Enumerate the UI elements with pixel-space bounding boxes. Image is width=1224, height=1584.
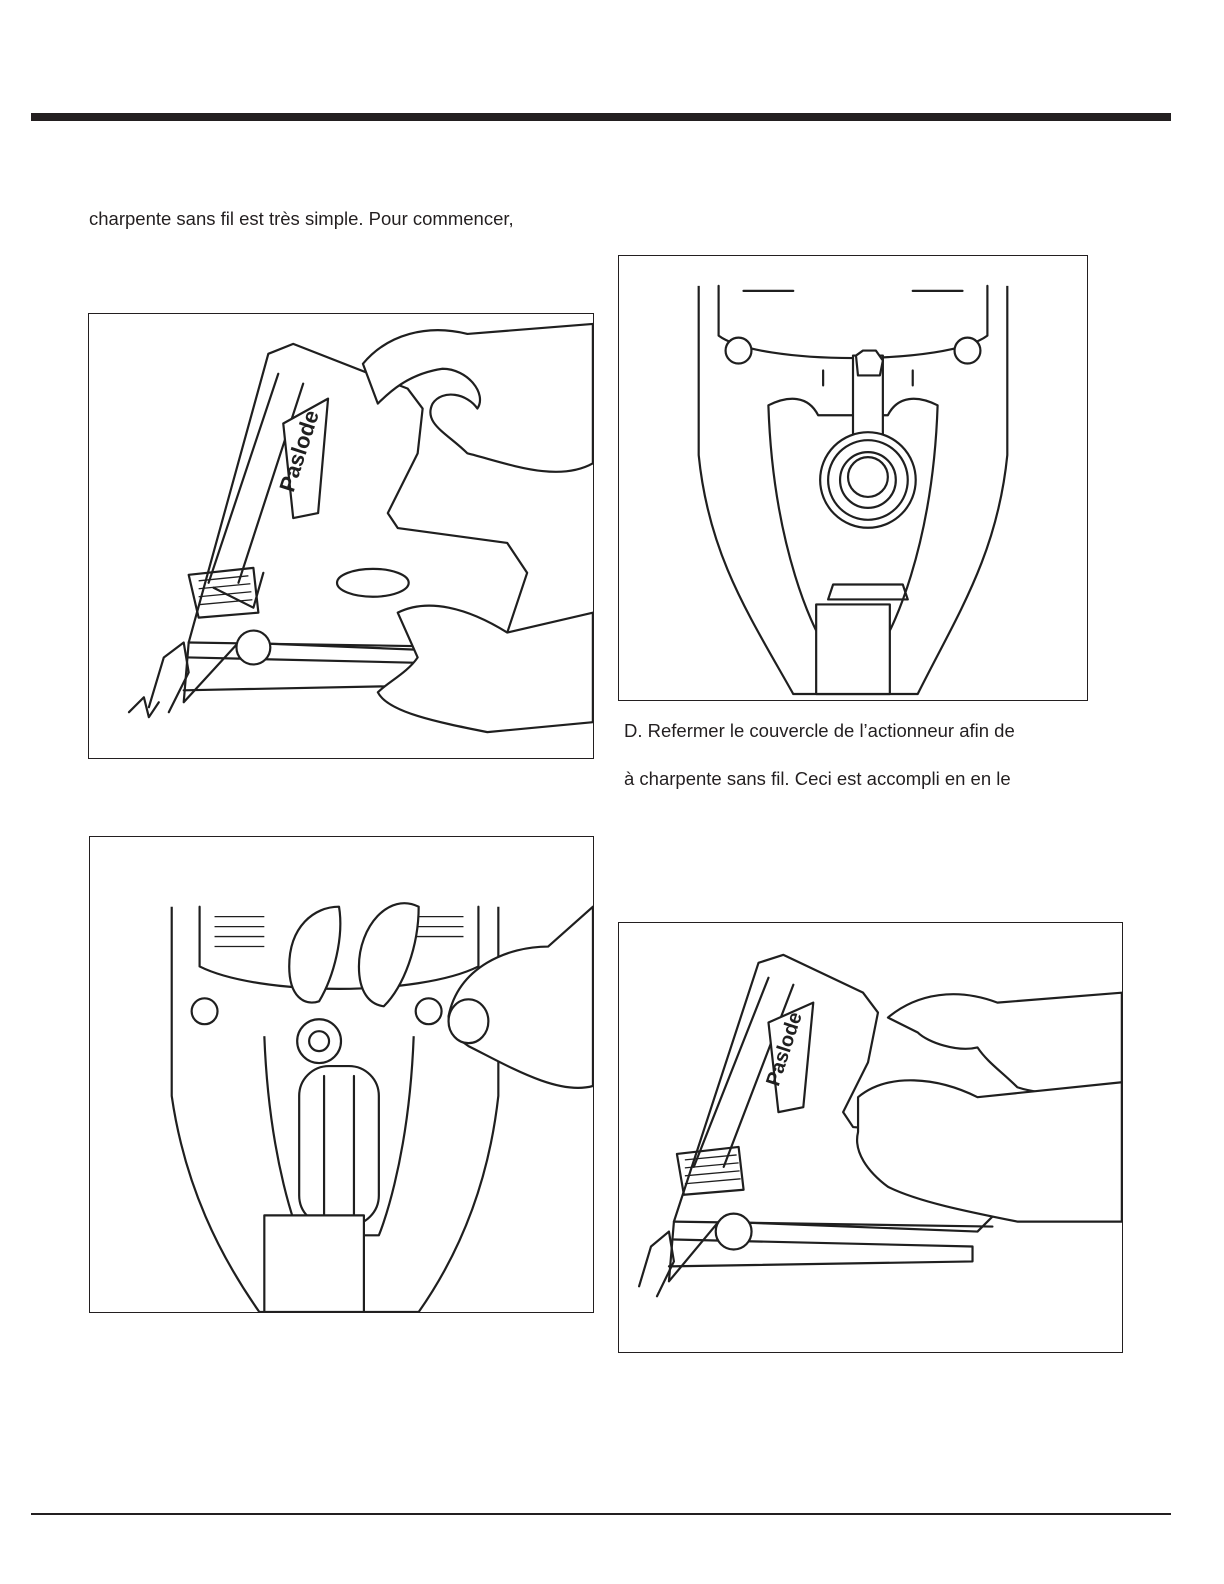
brand-logo: Paslode (274, 407, 324, 495)
actuator-top-illustration (619, 256, 1087, 700)
figure-open-cover (88, 313, 594, 759)
figure-close-cover (618, 922, 1123, 1353)
paragraph-line-step-d-2: à charpente sans fil. Ceci est accompli en en le (624, 768, 1011, 789)
brand-logo-2: Paslode (762, 1009, 807, 1089)
figure-fingers-top (89, 836, 594, 1313)
paragraph-line-intro: charpente sans fil est très simple. Pour commencer, (89, 208, 514, 229)
header-rule (31, 113, 1171, 121)
nailer-closing-illustration (619, 923, 1122, 1352)
footer-rule (31, 1513, 1171, 1515)
nailer-side-illustration (89, 314, 593, 758)
paragraph-line-step-d-1: D. Refermer le couvercle de l’actionneur afin de (624, 720, 1015, 741)
figure-cover-open-top (618, 255, 1088, 701)
fingers-top-illustration (90, 837, 593, 1312)
